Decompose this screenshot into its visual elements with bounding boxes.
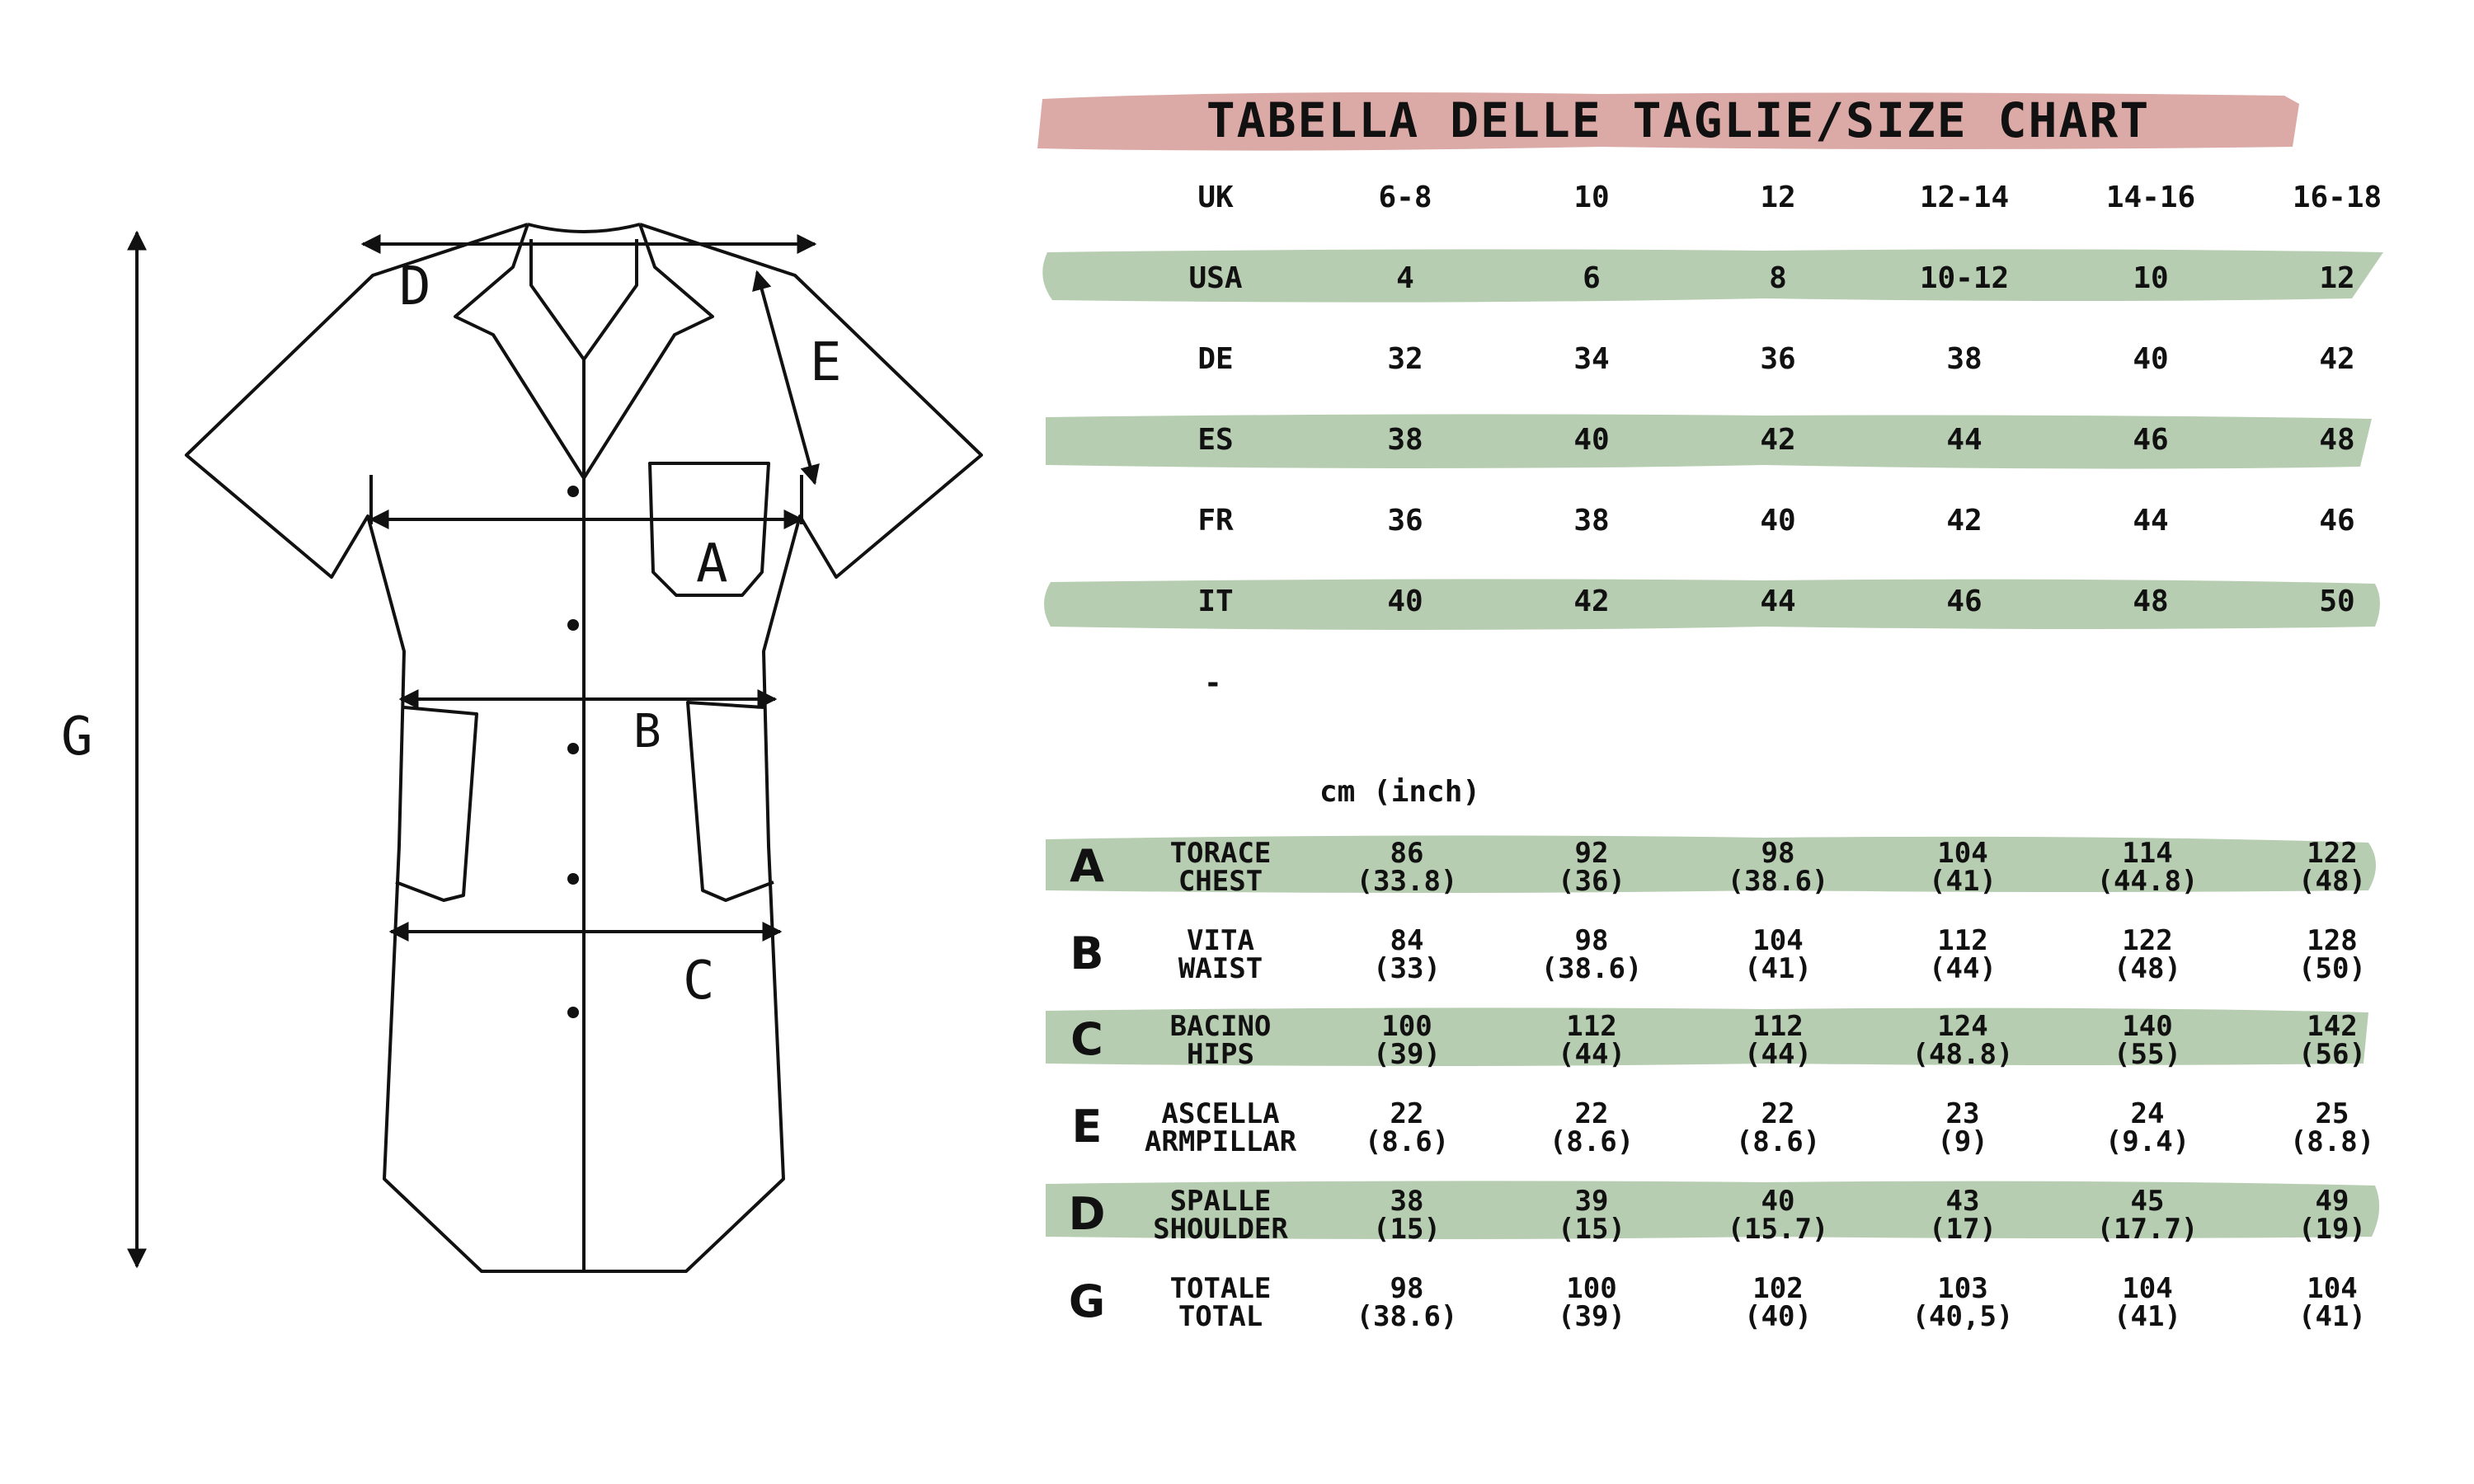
measurement-name-en: ARMPILLAR — [1144, 1125, 1297, 1158]
measurement-inch: (15) — [1373, 1213, 1441, 1246]
conversion-cell: 10-12 — [1919, 261, 2010, 295]
conversion-row-label: DE — [1197, 342, 1234, 376]
conversion-cell: 46 — [2319, 504, 2355, 538]
measurement-inch: (48) — [2298, 865, 2366, 898]
measurement-inch: (56) — [2298, 1038, 2366, 1071]
measurement-cm: 25 — [2315, 1097, 2349, 1130]
conversion-cell: 48 — [2133, 585, 2169, 618]
conversion-cell: 12-14 — [1919, 181, 2010, 214]
measurement-cm: 98 — [1761, 837, 1795, 870]
measurement-inch: (8.8) — [2289, 1125, 2375, 1158]
measurement-cm: 39 — [1574, 1185, 1609, 1218]
measurement-inch: (41) — [2114, 1300, 2181, 1333]
conversion-cell: 10 — [2133, 261, 2169, 295]
garment-diagram — [0, 0, 1039, 1484]
conversion-cell: 36 — [1387, 504, 1423, 538]
conversion-cell: 40 — [1760, 504, 1796, 538]
measurement-name-en: SHOULDER — [1153, 1213, 1288, 1246]
measurement-name-en: TOTAL — [1178, 1300, 1263, 1333]
conversion-cell: 44 — [1946, 423, 1982, 457]
conversion-cell: 4 — [1396, 261, 1414, 295]
measurement-letter: C — [1070, 1013, 1103, 1065]
measurement-cm: 112 — [1937, 924, 1988, 957]
label-a: A — [696, 533, 728, 594]
measurement-cm: 142 — [2307, 1010, 2358, 1043]
measurement-cm: 24 — [2130, 1097, 2165, 1130]
right-hip-pocket — [688, 702, 774, 900]
conversion-cell: 12 — [1760, 181, 1796, 214]
label-g: G — [61, 707, 93, 768]
measurement-inch: (41) — [1744, 952, 1812, 985]
measurement-inch: (36) — [1558, 865, 1625, 898]
conversion-row-label: UK — [1197, 181, 1234, 214]
measurement-cm: 98 — [1574, 924, 1609, 957]
conversion-cell: 32 — [1387, 342, 1423, 376]
measurement-cm: 114 — [2122, 837, 2173, 870]
label-d: D — [399, 256, 431, 317]
measurement-cm: 45 — [2130, 1185, 2165, 1218]
conversion-cell: 16-18 — [2292, 181, 2382, 214]
conversion-cell: 42 — [1946, 504, 1982, 538]
measurement-inch: (50) — [2298, 952, 2366, 985]
conversion-cell: 38 — [1573, 504, 1610, 538]
conversion-row-label: USA — [1188, 261, 1243, 295]
measurement-inch: (44) — [1929, 952, 1997, 985]
measurement-cm: 122 — [2307, 837, 2358, 870]
measurement-letter: G — [1068, 1275, 1106, 1327]
conversion-cell: 48 — [2319, 423, 2355, 457]
measurement-cm: 86 — [1390, 837, 1424, 870]
right-lapel — [584, 224, 713, 478]
conversion-cell: 12 — [2319, 261, 2355, 295]
measurement-inch: (48.8) — [1912, 1038, 2014, 1071]
measurement-inch: (44) — [1558, 1038, 1625, 1071]
measurement-name-it: VITA — [1187, 924, 1254, 957]
measurement-letter: B — [1070, 928, 1104, 979]
measurement-inch: (38.6) — [1356, 1300, 1458, 1333]
measurement-cm: 128 — [2307, 924, 2358, 957]
measurement-letter: D — [1068, 1188, 1106, 1240]
left-lapel — [455, 224, 584, 478]
measurement-cm: 84 — [1390, 924, 1424, 957]
measurement-cm: 43 — [1945, 1185, 1980, 1218]
page-title: TABELLA DELLE TAGLIE/SIZE CHART — [1206, 92, 2151, 148]
measurement-cm: 140 — [2122, 1010, 2173, 1043]
measurement-cm: 122 — [2122, 924, 2173, 957]
measurement-cm: 22 — [1574, 1097, 1609, 1130]
conversion-cell: 38 — [1387, 423, 1423, 457]
conversion-cell: 40 — [1573, 423, 1610, 457]
measurement-cm: 112 — [1566, 1010, 1617, 1043]
arrow-e — [757, 272, 815, 483]
measurement-inch: (38.6) — [1540, 952, 1643, 985]
conversion-cell: 42 — [1573, 585, 1610, 618]
measurement-inch: (8.6) — [1549, 1125, 1634, 1158]
measurement-cm: 23 — [1945, 1097, 1980, 1130]
measurement-inch: (8.6) — [1364, 1125, 1450, 1158]
measurement-inch: (44) — [1744, 1038, 1812, 1071]
measurement-cm: 92 — [1574, 837, 1609, 870]
measurement-name-en: CHEST — [1178, 865, 1263, 898]
measurement-cm: 40 — [1761, 1185, 1795, 1218]
measurement-cm: 104 — [1937, 837, 1988, 870]
conversion-cell: 46 — [1946, 585, 1982, 618]
conversion-row-label: FR — [1197, 504, 1234, 538]
row-brushes — [1042, 249, 2383, 1239]
buttons — [567, 486, 579, 1018]
conversion-cell: 46 — [2133, 423, 2169, 457]
measurement-name-it: BACINO — [1169, 1010, 1272, 1043]
measurement-cm: 22 — [1761, 1097, 1795, 1130]
neck-v — [531, 239, 637, 359]
measurement-inch: (39) — [1373, 1038, 1441, 1071]
measurement-name-it: TOTALE — [1169, 1272, 1272, 1305]
measurement-inch: (33) — [1373, 952, 1441, 985]
measurement-inch: (9) — [1937, 1125, 1988, 1158]
measurement-inch: (17) — [1929, 1213, 1997, 1246]
measurement-cm: 100 — [1566, 1272, 1617, 1305]
conversion-cell: 34 — [1573, 342, 1610, 376]
measurement-inch: (44.8) — [2096, 865, 2199, 898]
label-e: E — [810, 332, 842, 393]
measurement-inch: (19) — [2298, 1213, 2366, 1246]
measurement-inch: (17.7) — [2096, 1213, 2199, 1246]
conversion-cell: 8 — [1769, 261, 1787, 295]
label-c: C — [683, 951, 715, 1012]
measurement-letter: E — [1071, 1101, 1103, 1153]
measurement-cm: 103 — [1937, 1272, 1988, 1305]
measurement-cm: 22 — [1390, 1097, 1424, 1130]
measurement-inch: (40,5) — [1912, 1300, 2014, 1333]
conversion-extra-row: - — [1204, 666, 1222, 700]
conversion-cell: 14-16 — [2105, 181, 2196, 214]
measurement-cm: 98 — [1390, 1272, 1424, 1305]
conversion-cell: 42 — [1760, 423, 1796, 457]
measurement-inch: (9.4) — [2105, 1125, 2190, 1158]
measurement-inch: (39) — [1558, 1300, 1625, 1333]
measurement-name-it: SPALLE — [1169, 1185, 1272, 1218]
measurement-cm: 38 — [1390, 1185, 1424, 1218]
conversion-cell: 6-8 — [1378, 181, 1432, 214]
measurement-cm: 100 — [1381, 1010, 1432, 1043]
measurement-inch: (55) — [2114, 1038, 2181, 1071]
measurement-inch: (15.7) — [1727, 1213, 1829, 1246]
measurement-name-en: WAIST — [1178, 952, 1263, 985]
measurement-name-en: HIPS — [1187, 1038, 1254, 1071]
conversion-cell: 42 — [2319, 342, 2355, 376]
measurement-inch: (40) — [1744, 1300, 1812, 1333]
measurement-cm: 112 — [1752, 1010, 1804, 1043]
conversion-cell: 44 — [1760, 585, 1796, 618]
conversion-cell: 40 — [1387, 585, 1423, 618]
label-b: B — [633, 705, 661, 758]
conversion-cell: 36 — [1760, 342, 1796, 376]
measurement-cm: 104 — [1752, 924, 1804, 957]
size-chart-strokes — [1023, 0, 2474, 1484]
conversion-row-label: ES — [1197, 423, 1234, 457]
measurement-inch: (48) — [2114, 952, 2181, 985]
measurement-cm: 49 — [2315, 1185, 2349, 1218]
conversion-row-label: IT — [1197, 585, 1234, 618]
unit-label: cm (inch) — [1319, 775, 1481, 809]
conversion-cell: 40 — [2133, 342, 2169, 376]
measurement-cm: 124 — [1937, 1010, 1988, 1043]
measurement-inch: (41) — [1929, 865, 1997, 898]
measurement-cm: 104 — [2122, 1272, 2173, 1305]
measurement-name-it: ASCELLA — [1161, 1097, 1280, 1130]
measurement-inch: (8.6) — [1735, 1125, 1821, 1158]
measurement-inch: (38.6) — [1727, 865, 1829, 898]
left-hip-pocket — [396, 707, 477, 900]
measurement-letter: A — [1070, 840, 1104, 892]
collar — [528, 224, 640, 232]
conversion-cell: 38 — [1946, 342, 1982, 376]
measurement-cm: 102 — [1752, 1272, 1804, 1305]
measurement-inch: (41) — [2298, 1300, 2366, 1333]
measurement-inch: (15) — [1558, 1213, 1625, 1246]
measurement-name-it: TORACE — [1169, 837, 1272, 870]
conversion-cell: 44 — [2133, 504, 2169, 538]
conversion-cell: 6 — [1583, 261, 1601, 295]
measurement-inch: (33.8) — [1356, 865, 1458, 898]
measurement-cm: 104 — [2307, 1272, 2358, 1305]
conversion-cell: 10 — [1573, 181, 1610, 214]
conversion-cell: 50 — [2319, 585, 2355, 618]
